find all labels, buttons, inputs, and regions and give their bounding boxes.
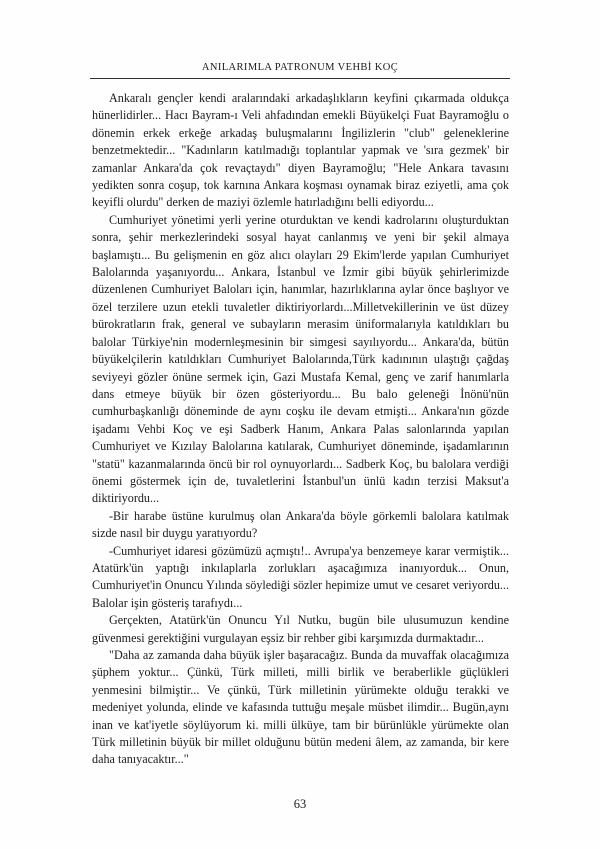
body-text xyxy=(92,90,509,769)
paragraph: Cumhuriyet yönetimi yerli yerine oturduktan ve kendi kadrolarını oluşturduktan sonra, şehir merkezlerindeki sosyal hayat canlanmış ve yeni bir şekil almaya başlamıştı... Bu gelişmenin en göz alıcı olayları 29 Ekim'lerde yapılan Cumhuriyet Balolarında yaşanıyordu... Ankara, İstanbul ve İzmir gibi büyük şehirlerimizde düzenlenen Cumhuriyet Baloları için, hanımlar, hazırlıklarına aylar önce başlıyor ve özel terzilere uzun etekli tuvaletler diktiriyorlardı...Milletvekillerinin ve üst düzey bürokratların frak, general ve subayların merasim üniformalarıyla katıldıkları bu balolar Türkiye'nin modernleşmesinin bir simgesi sayılıyordu... Ankara'da, bütün büyükelçilerin katıldıkları Cumhuriyet Balolarında,Türk kadınının ulaştığı çağdaş seviyeyi gözler önüne sermek için, Gazi Mustafa Kemal, genç ve zarif hanımlarla dans etmeye büyük bir özen gösteriyordu... Bu balo geleneği İnönü'nün cumhurbaşkanlığı döneminde de aynı coşku ile devam etmişti... Ankara'nın gözde işadamı Vehbi Koç ve eşi Sadberk Hanım, Ankara Palas salonlarında yapılan Cumhuriyet ve Kızılay Balolarına katılarak, Cumhuriyet döneminde, işadamlarının "statü" kazanmalarında öncü bir rol oynuyorlardı... Sadberk Koç, bu balolara verdiği önemi göstermek için de, tuvaletlerini İstanbul'un ünlü kadın terzisi Maksut'a diktiriyordu... xyxy=(92,212,509,506)
header-rule xyxy=(90,78,510,79)
running-title: ANILARIMLA PATRONUM VEHBİ KOÇ xyxy=(201,62,399,73)
paragraph: Gerçekten, Atatürk'ün Onuncu Yıl Nutku, bugün bile ulusumuzun kendine güvenmesi gerektiğini vurgulayan eşsiz bir rehber gibi karşımızda durmaktadır... xyxy=(92,613,509,645)
paragraph: -Cumhuriyet idaresi gözümüzü açmıştı!.. Avrupa'ya benzemeye karar vermiştik... Atatürk'ün yaptığı inkılaplarla zorlukları aşacağımıza inanıyorduk... Onun, Cumhuriyet'in Onuncu Yılında söylediği sözler hepimize umut ve cesaret veriyordu... Balolar işin gösteriş tarafıydı... xyxy=(92,543,509,610)
paragraph: "Daha az zamanda daha büyük işler başaracağız. Bunda da muvaffak olacağımıza şüphem yoktur... Çünkü, Türk milleti, milli birlik ve beraberlikle güçlükleri yenmesini bilmiştir... Ve çünkü, Türk milletinin yürümekte olduğu terakki ve medeniyet yolunda, elinde ve kafasında tuttuğu meşale müsbet ilimdir... Bugün,aynı inan ve kat'iyetle söylüyorum ki. milli ülküye, tam bir bürünlükle yürümekte olan Türk milletinin büyük bir millet olduğunu bütün medeni âlem, az zamanda, bir kere daha tanıyacaktır..." xyxy=(92,648,509,767)
paragraph: -Bir harabe üstüne kurulmuş olan Ankara'da böyle görkemli balolara katılmak sizde nasıl bir duygu yaratıyordu? xyxy=(92,508,509,541)
paragraph: Ankaralı gençler kendi aralarındaki arkadaşlıkların keyfini çıkarmada oldukça hünerlidirler... Hacı Bayram-ı Veli ahfadından emekli Büyükelçi Fuat Bayramoğlu o dönemin erkek erkeğe arkadaş buluşmalarını İngilizlerin "club" geleneklerine benzetmektedir... "Kadınların katılmadığı toplantılar yapmak ve 'sıra gezmek' bir zamanlar Ankara'da çok revaçtaydı" diyen Bayramoğlu; "Hele Ankara tavasını yedikten sonra coşup, tok karnına Ankara koşması oynamak biraz eziyetli, ama çok keyifli olurdu" derken de maziyi özlemle hatırladığını belli ediyordu... xyxy=(92,91,509,210)
page-number: 63 xyxy=(293,797,307,811)
